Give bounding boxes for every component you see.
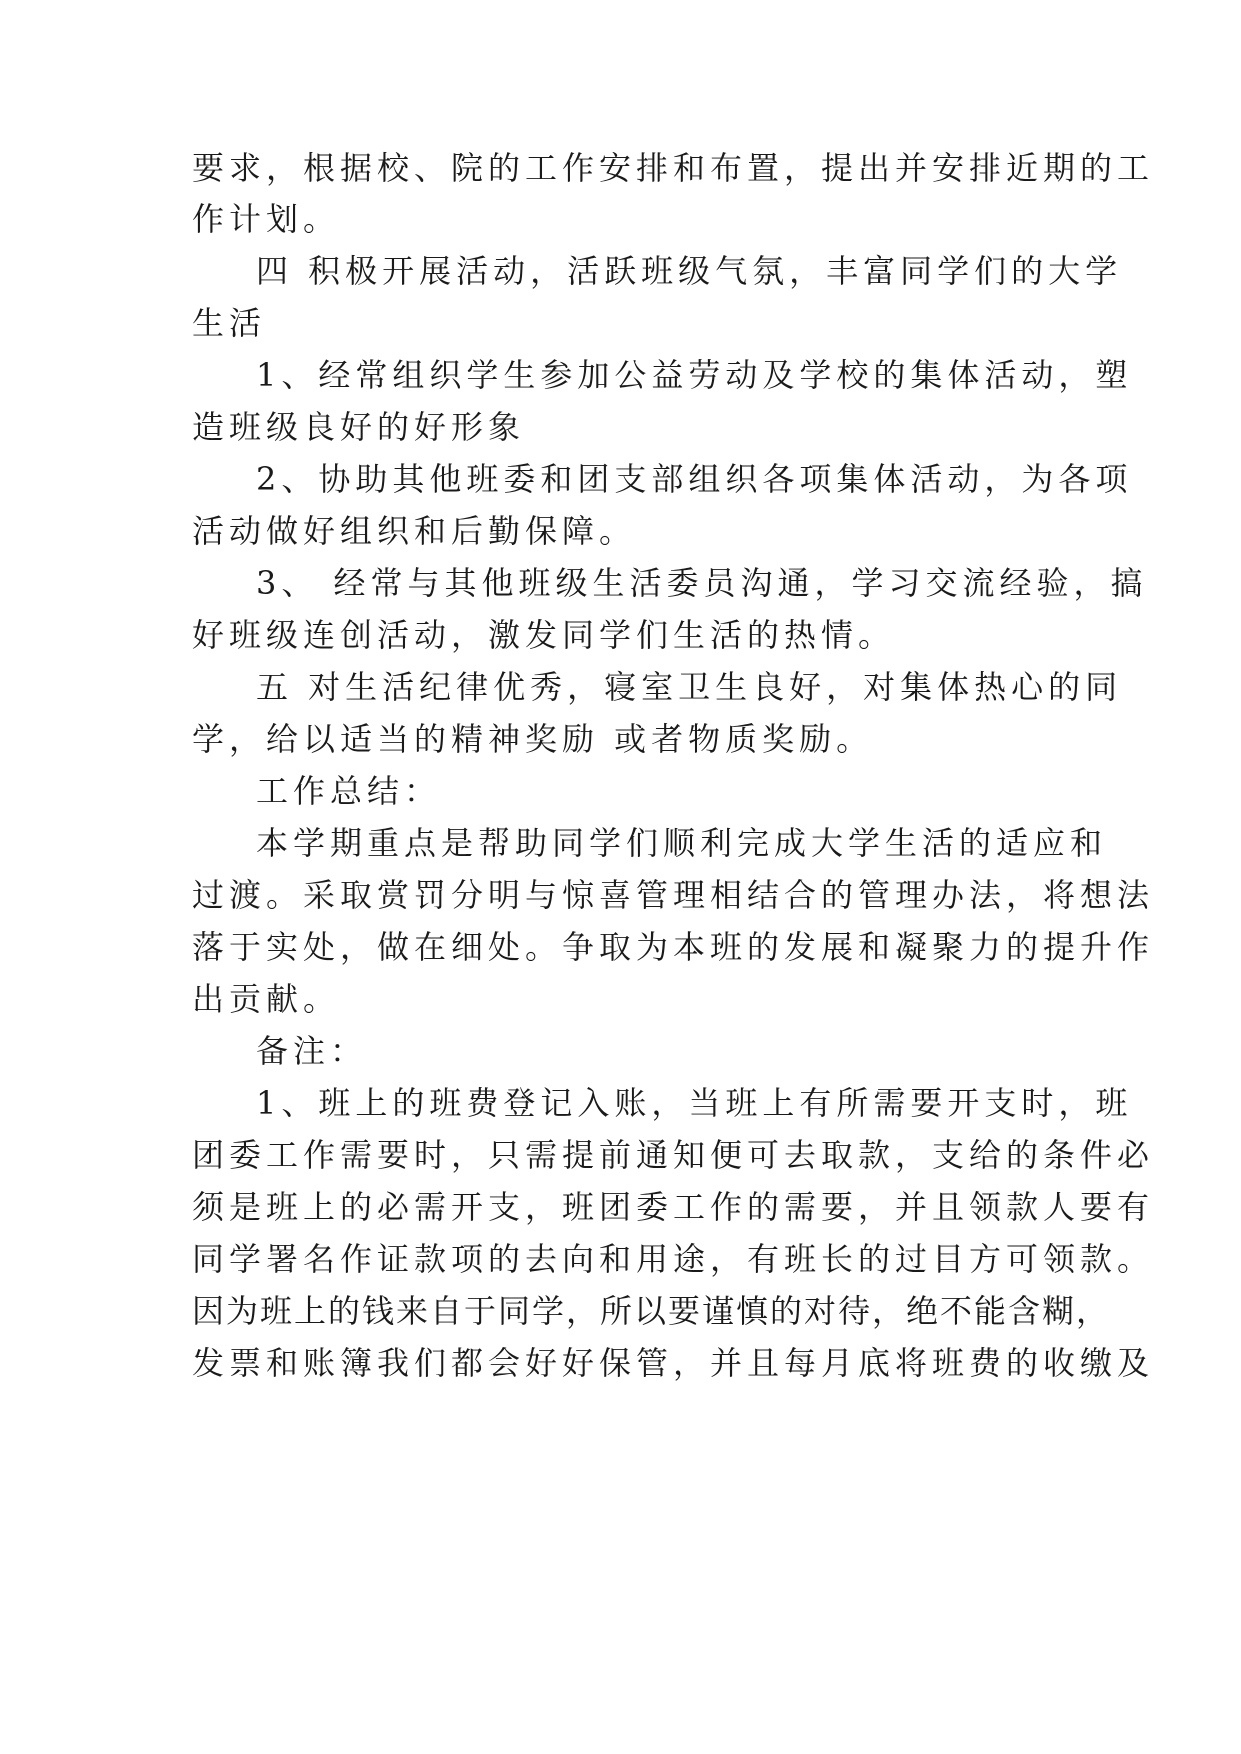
text-line: 活动做好组织和后勤保障。 bbox=[192, 512, 637, 550]
section-heading: 备注： bbox=[256, 1032, 368, 1070]
text-line: 要求，根据校、院的工作安排和布置，提出并安排近期的工 bbox=[192, 149, 1155, 187]
list-item: 1、班上的班费登记入账，当班上有所需要开支时，班 bbox=[256, 1084, 1133, 1122]
section-heading: 五 对生活纪律优秀，寝室卫生良好，对集体热心的同 bbox=[256, 668, 1123, 706]
text-line: 学，给以适当的精神奖励 或者物质奖励。 bbox=[192, 720, 874, 758]
list-item: 1、经常组织学生参加公益劳动及学校的集体活动，塑 bbox=[256, 356, 1133, 394]
text-line: 须是班上的必需开支，班团委工作的需要，并且领款人要有 bbox=[192, 1188, 1155, 1226]
text-line: 过渡。采取赏罚分明与惊喜管理相结合的管理办法，将想法 bbox=[192, 876, 1155, 914]
text-line: 落于实处，做在细处。争取为本班的发展和凝聚力的提升作 bbox=[192, 928, 1155, 966]
section-heading: 工作总结： bbox=[256, 772, 442, 810]
text-line: 团委工作需要时，只需提前通知便可去取款，支给的条件必 bbox=[192, 1136, 1155, 1174]
text-line: 好班级连创活动，激发同学们生活的热情。 bbox=[192, 616, 896, 654]
text-line: 发票和账簿我们都会好好保管，并且每月底将班费的收缴及 bbox=[192, 1344, 1155, 1382]
text-line: 作计划。 bbox=[192, 200, 341, 238]
paragraph-line: 本学期重点是帮助同学们顺利完成大学生活的适应和 bbox=[256, 824, 1108, 862]
text-line: 同学署名作证款项的去向和用途，有班长的过目方可领款。 bbox=[192, 1240, 1155, 1278]
text-line: 生活 bbox=[192, 304, 267, 342]
list-item: 2、协助其他班委和团支部组织各项集体活动，为各项 bbox=[256, 460, 1133, 498]
text-line: 因为班上的钱来自于同学，所以要谨慎的对待，绝不能含糊， bbox=[192, 1292, 1111, 1330]
section-heading: 四 积极开展活动，活跃班级气氛，丰富同学们的大学 bbox=[256, 252, 1123, 290]
text-line: 造班级良好的好形象 bbox=[192, 408, 526, 446]
list-item: 3、 经常与其他班级生活委员沟通，学习交流经验，搞 bbox=[256, 564, 1148, 602]
text-line: 出贡献。 bbox=[192, 980, 341, 1018]
